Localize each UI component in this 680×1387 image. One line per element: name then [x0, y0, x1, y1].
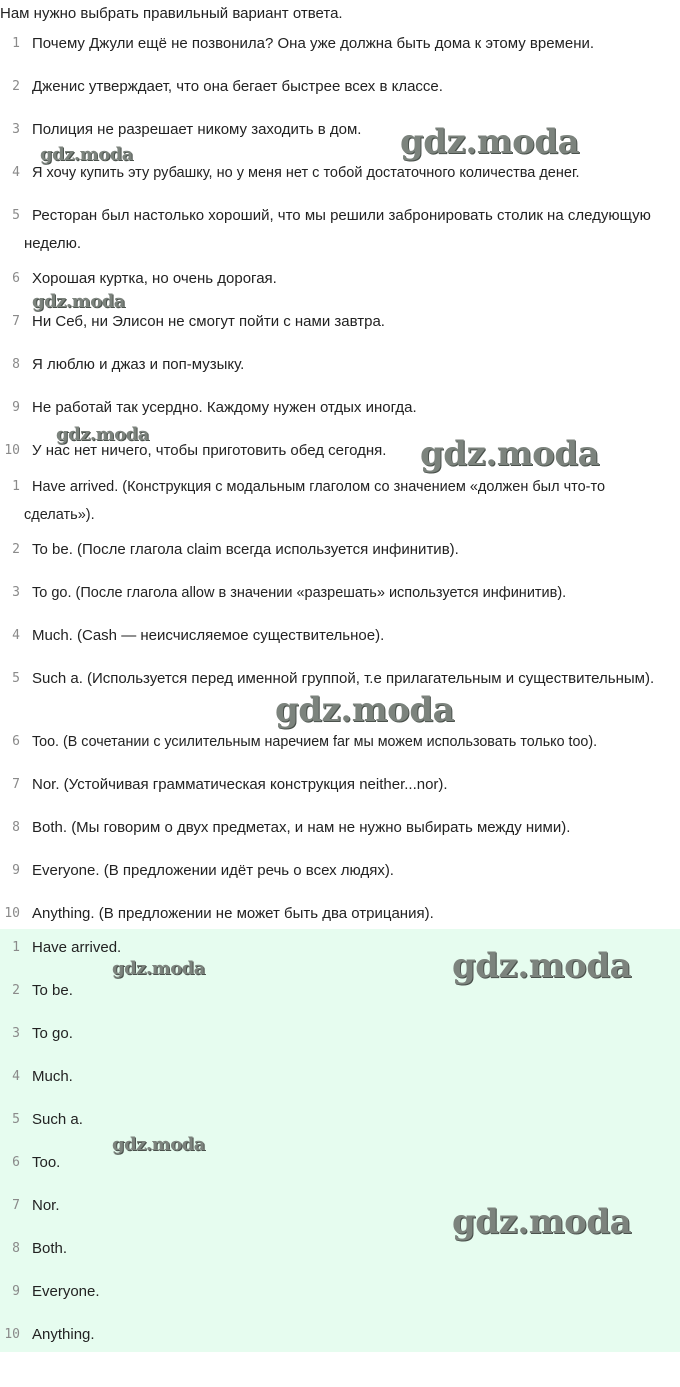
- list-item: 7 Nor.: [12, 1197, 60, 1214]
- intro-text: Нам нужно выбрать правильный вариант ответа.: [0, 5, 343, 22]
- list-item: 2 To be. (После глагола claim всегда используется инфинитив).: [12, 541, 459, 558]
- list-item: 9 Everyone. (В предложении идёт речь о всех людях).: [12, 862, 394, 879]
- list-item: 4 Much. (Cash — неисчисляемое существительное).: [12, 627, 385, 644]
- watermark-logo: gdz.moda: [452, 1202, 632, 1242]
- list-item: 1 Have arrived. (Конструкция с модальным глаголом со значением «должен был что-то сделать»).: [12, 479, 606, 523]
- list-item: 5 Such a.: [12, 1111, 83, 1128]
- watermark-logo: gdz.moda: [112, 1134, 205, 1155]
- list-item: 10 У нас нет ничего, чтобы приготовить обед сегодня.: [4, 442, 387, 459]
- watermark-logo: gdz.moda: [32, 291, 125, 312]
- list-item: 8 Я люблю и джаз и поп-музыку.: [12, 356, 245, 373]
- translations-list: [0, 30, 680, 473]
- list-item: 6 Хорошая куртка, но очень дорогая.: [12, 270, 277, 287]
- list-item: 7 Nor. (Устойчивая грамматическая конструкция neither...nor).: [12, 776, 448, 793]
- list-item: 6 Too. (В сочетании с усилительным наречием far мы можем использовать только too).: [12, 734, 598, 750]
- list-item: 9 Everyone.: [12, 1283, 100, 1300]
- list-item: 1 Почему Джули ещё не позвонила? Она уже должна быть дома к этому времени.: [12, 35, 595, 52]
- list-item: 10 Anything.: [4, 1326, 95, 1343]
- list-item: 2 Дженис утверждает, что она бегает быстрее всех в классе.: [12, 78, 443, 95]
- watermark-logo: gdz.moda: [420, 434, 600, 474]
- answers-list: [0, 934, 680, 1357]
- watermark-logo: gdz.moda: [275, 690, 455, 730]
- list-item: 8 Both.: [12, 1240, 68, 1257]
- watermark-logo: gdz.moda: [40, 144, 133, 165]
- list-item: 2 To be.: [12, 982, 73, 999]
- list-item: 9 Не работай так усердно. Каждому нужен отдых иногда.: [12, 399, 417, 416]
- watermark-logo: gdz.moda: [452, 946, 632, 986]
- list-item: 6 Too.: [12, 1154, 61, 1171]
- list-item: 3 Полиция не разрешает никому заходить в дом.: [12, 121, 362, 138]
- list-item: 3 To go.: [12, 1025, 73, 1042]
- list-item: 3 To go. (После глагола allow в значении «разрешать» используется инфинитив).: [12, 585, 567, 601]
- list-item: 4 Я хочу купить эту рубашку, но у меня нет с тобой достаточного количества денег.: [12, 165, 580, 181]
- list-item: 10 Anything. (В предложении не может быть два отрицания).: [4, 905, 434, 922]
- watermark-logo: gdz.moda: [56, 424, 149, 445]
- watermark-logo: gdz.moda: [400, 122, 580, 162]
- explanations-list: [0, 473, 680, 943]
- watermark-logo: gdz.moda: [112, 958, 205, 979]
- list-item: 1 Have arrived.: [12, 939, 122, 956]
- list-item: 4 Much.: [12, 1068, 73, 1085]
- list-item: 8 Both. (Мы говорим о двух предметах, и нам не нужно выбирать между ними).: [12, 819, 571, 836]
- list-item: 5 Ресторан был настолько хороший, что мы решили забронировать столик на следующую неделю.: [12, 207, 651, 252]
- list-item: 7 Ни Себ, ни Элисон не смогут пойти с нами завтра.: [12, 313, 385, 330]
- list-item: 5 Such a. (Используется перед именной группой, т.е прилагательным и существительным).: [12, 670, 655, 687]
